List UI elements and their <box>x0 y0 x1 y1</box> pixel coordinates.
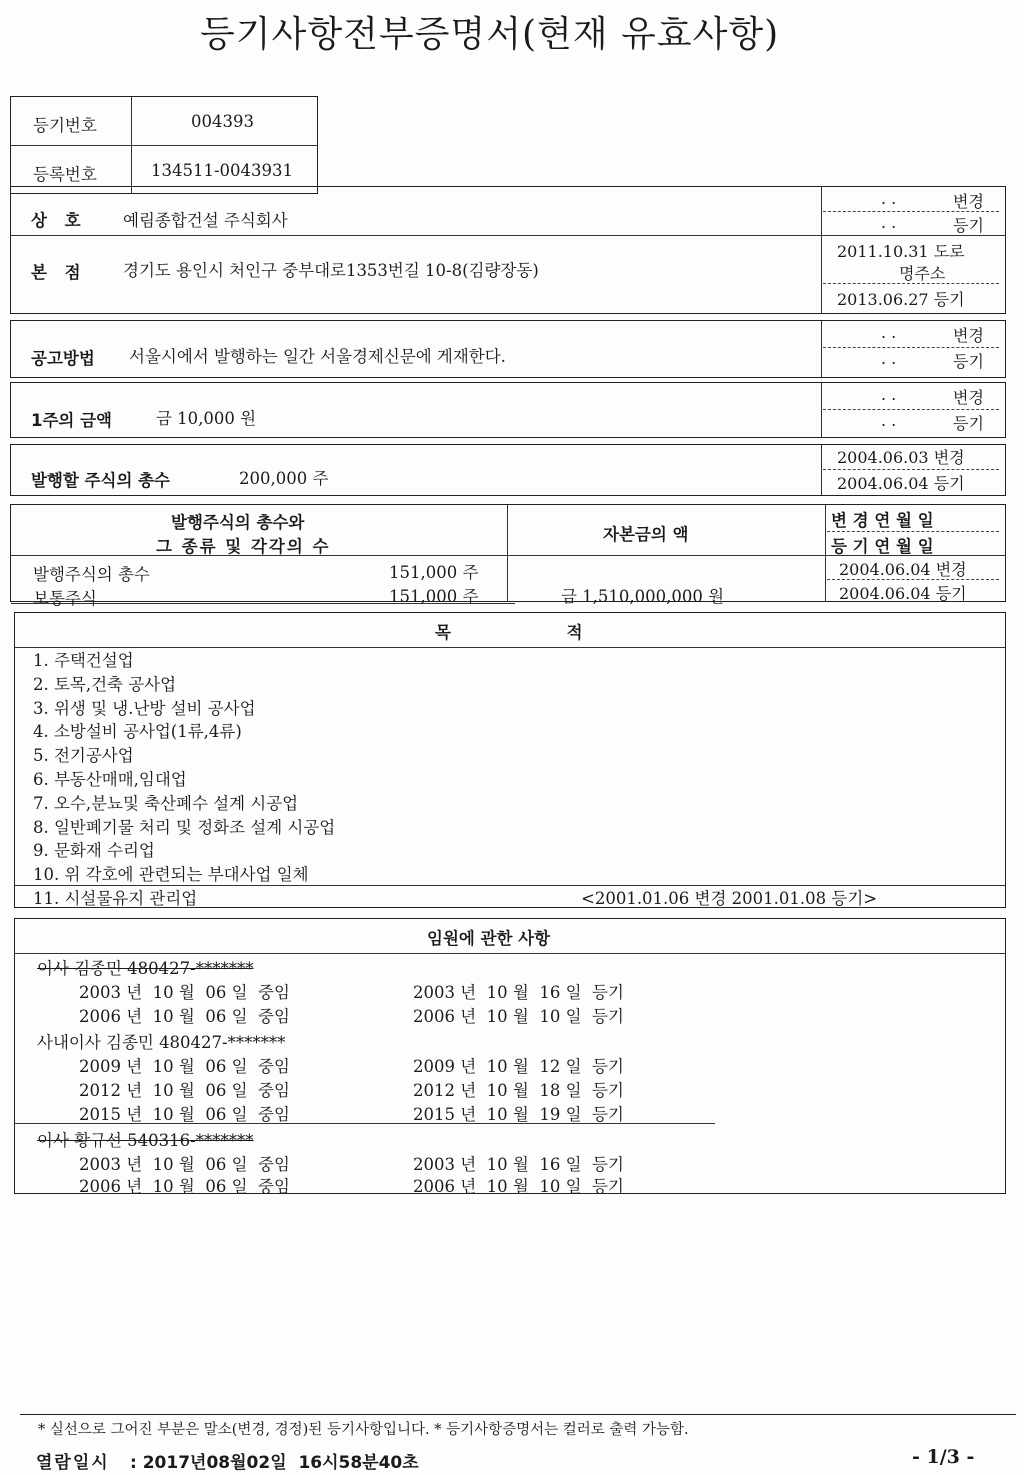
authorized-date-1: 2004.06.03 변경 <box>837 448 965 467</box>
purpose-item: 3. 위생 및 냉.난방 설비 공사업 <box>33 698 256 718</box>
trade-name-label: 상 호 <box>31 211 87 230</box>
purpose-item: 11. 시설물유지 관리업 <box>33 888 198 908</box>
officer-1-row-2-reg: 2006 년 10 월 10 일 등기 <box>413 1007 624 1026</box>
purpose-header: 목 적 <box>435 623 583 642</box>
officer-2-name: 사내이사 김종민 480427-******* <box>37 1033 286 1052</box>
head-office-label: 본 점 <box>31 263 87 282</box>
authorized-shares-value: 200,000 주 <box>239 469 329 488</box>
footer-note: * 실선으로 그어진 부분은 말소(변경, 경정)된 등기사항입니다. * 등기사항증명서는 컬러로 출력 가능함. <box>38 1422 689 1438</box>
officer-3-name: 이사 황규선 540316-******* <box>37 1131 254 1150</box>
trade-date-1: . . <box>881 189 897 208</box>
officer-3-row-2-term: 2006 년 10 월 06 일 중임 <box>79 1177 290 1196</box>
purpose-item: 5. 전기공사업 <box>33 746 134 766</box>
share-price-label: 1주의 금액 <box>31 411 112 430</box>
officer-2-row-1-reg: 2009 년 10 월 12 일 등기 <box>413 1057 624 1076</box>
officer-2-row-1-term: 2009 년 10 월 06 일 중임 <box>79 1057 290 1076</box>
page-number: - 1/3 - <box>912 1446 975 1468</box>
officer-3-row-1-reg: 2003 년 10 월 16 일 등기 <box>413 1155 624 1174</box>
shares-date-2: 2004.06.04 등기 <box>839 584 967 603</box>
purpose-item: 7. 오수,분뇨및 축산폐수 설계 시공업 <box>33 793 299 813</box>
issued-total-label: 발행주식의 총수 <box>33 565 150 584</box>
notice-date-1: . . <box>881 323 897 342</box>
capital-header: 자본금의 액 <box>603 525 689 544</box>
purpose-item: 10. 위 각호에 관련되는 부대사업 일체 <box>33 865 309 885</box>
officers-header: 임원에 관한 사항 <box>427 929 551 948</box>
view-time-value: : 2017년08월02일 16시58분40초 <box>130 1453 419 1473</box>
issued-total-value: 151,000 주 <box>389 563 479 582</box>
notice-change: 변경 <box>953 326 984 345</box>
share-change: 변경 <box>953 388 984 407</box>
id-number-value: 134511-0043931 <box>151 161 294 180</box>
id-number-label: 등록번호 <box>33 165 97 184</box>
officer-3-row-2-reg: 2006 년 10 월 10 일 등기 <box>413 1177 624 1196</box>
view-time-label: 열람일시 <box>36 1453 110 1473</box>
officer-2-row-2-term: 2012 년 10 월 06 일 중임 <box>79 1081 290 1100</box>
company-info-box <box>10 186 1006 314</box>
registration-box <box>10 96 318 194</box>
authorized-shares-label: 발행할 주식의 총수 <box>31 471 171 490</box>
notice-date-2: . . <box>881 349 897 368</box>
purpose-item: 2. 토목,건축 공사업 <box>33 674 177 694</box>
purpose-item: 8. 일반폐기물 처리 및 정화조 설계 시공업 <box>33 817 336 837</box>
authorized-shares-box <box>10 444 1006 496</box>
head-office-date-1b: 명주소 <box>899 264 946 283</box>
authorized-date-2: 2004.06.04 등기 <box>837 474 965 493</box>
notice-register: 등기 <box>953 352 984 371</box>
footer-divider <box>20 1414 1016 1415</box>
purpose-change-note: <2001.01.06 변경 2001.01.08 등기> <box>581 889 878 908</box>
share-price-box <box>10 382 1006 438</box>
officers-box <box>14 918 1006 1194</box>
officer-2-row-3-reg: 2015 년 10 월 19 일 등기 <box>413 1105 624 1124</box>
common-stock-value: 151,000 주 <box>389 587 479 606</box>
head-office-date-2: 2013.06.27 등기 <box>837 290 965 309</box>
purpose-item: 6. 부동산매매,임대업 <box>33 769 187 789</box>
officer-1-row-2-term: 2006 년 10 월 06 일 중임 <box>79 1007 290 1026</box>
purpose-item: 4. 소방설비 공사업(1류,4류) <box>33 722 242 742</box>
trade-name-value: 예림종합건설 주식회사 <box>123 211 288 230</box>
shares-header-1a: 발행주식의 총수와 <box>171 513 305 532</box>
purpose-item: 1. 주택건설업 <box>33 651 134 670</box>
officer-1-row-1-reg: 2003 년 10 월 16 일 등기 <box>413 983 624 1002</box>
shares-header-1b: 그 종류 및 각각의 수 <box>156 537 331 556</box>
trade-change: 변경 <box>953 192 984 211</box>
reg-number-label: 등기번호 <box>33 116 97 135</box>
notice-value: 서울시에서 발행하는 일간 서울경제신문에 게재한다. <box>129 347 506 366</box>
share-date-2: . . <box>881 411 897 430</box>
capital-value: 금 1,510,000,000 원 <box>561 587 725 606</box>
officer-2-row-2-reg: 2012 년 10 월 18 일 등기 <box>413 1081 624 1100</box>
notice-label: 공고방법 <box>31 349 95 368</box>
head-office-date-1: 2011.10.31 도로 <box>837 242 965 261</box>
shares-date-1: 2004.06.04 변경 <box>839 560 967 579</box>
shares-capital-table <box>10 504 1006 608</box>
share-register: 등기 <box>953 414 984 433</box>
officer-3-row-1-term: 2003 년 10 월 06 일 중임 <box>79 1155 290 1174</box>
head-office-value: 경기도 용인시 처인구 중부대로1353번길 10-8(김량장동) <box>123 261 539 280</box>
share-date-1: . . <box>881 385 897 404</box>
register-date-header: 등 기 연 월 일 <box>831 537 934 556</box>
notice-method-box <box>10 320 1006 378</box>
purpose-list <box>33 649 933 911</box>
trade-date-2: . . <box>881 213 897 232</box>
common-stock-label: 보통주식 <box>33 589 97 608</box>
officer-1-name: 이사 김종민 480427-******* <box>37 959 254 978</box>
reg-number-value: 004393 <box>191 112 254 131</box>
change-date-header: 변 경 연 월 일 <box>831 511 934 530</box>
purpose-item: 9. 문화재 수리업 <box>33 841 155 861</box>
officer-1-row-1-term: 2003 년 10 월 06 일 중임 <box>79 983 290 1002</box>
document-title: 등기사항전부증명서(현재 유효사항) <box>200 14 780 55</box>
officer-2-row-3-term: 2015 년 10 월 06 일 중임 <box>79 1105 290 1124</box>
trade-register: 등기 <box>953 216 984 235</box>
share-price-value: 금 10,000 원 <box>156 409 257 428</box>
purpose-box <box>14 612 1006 908</box>
